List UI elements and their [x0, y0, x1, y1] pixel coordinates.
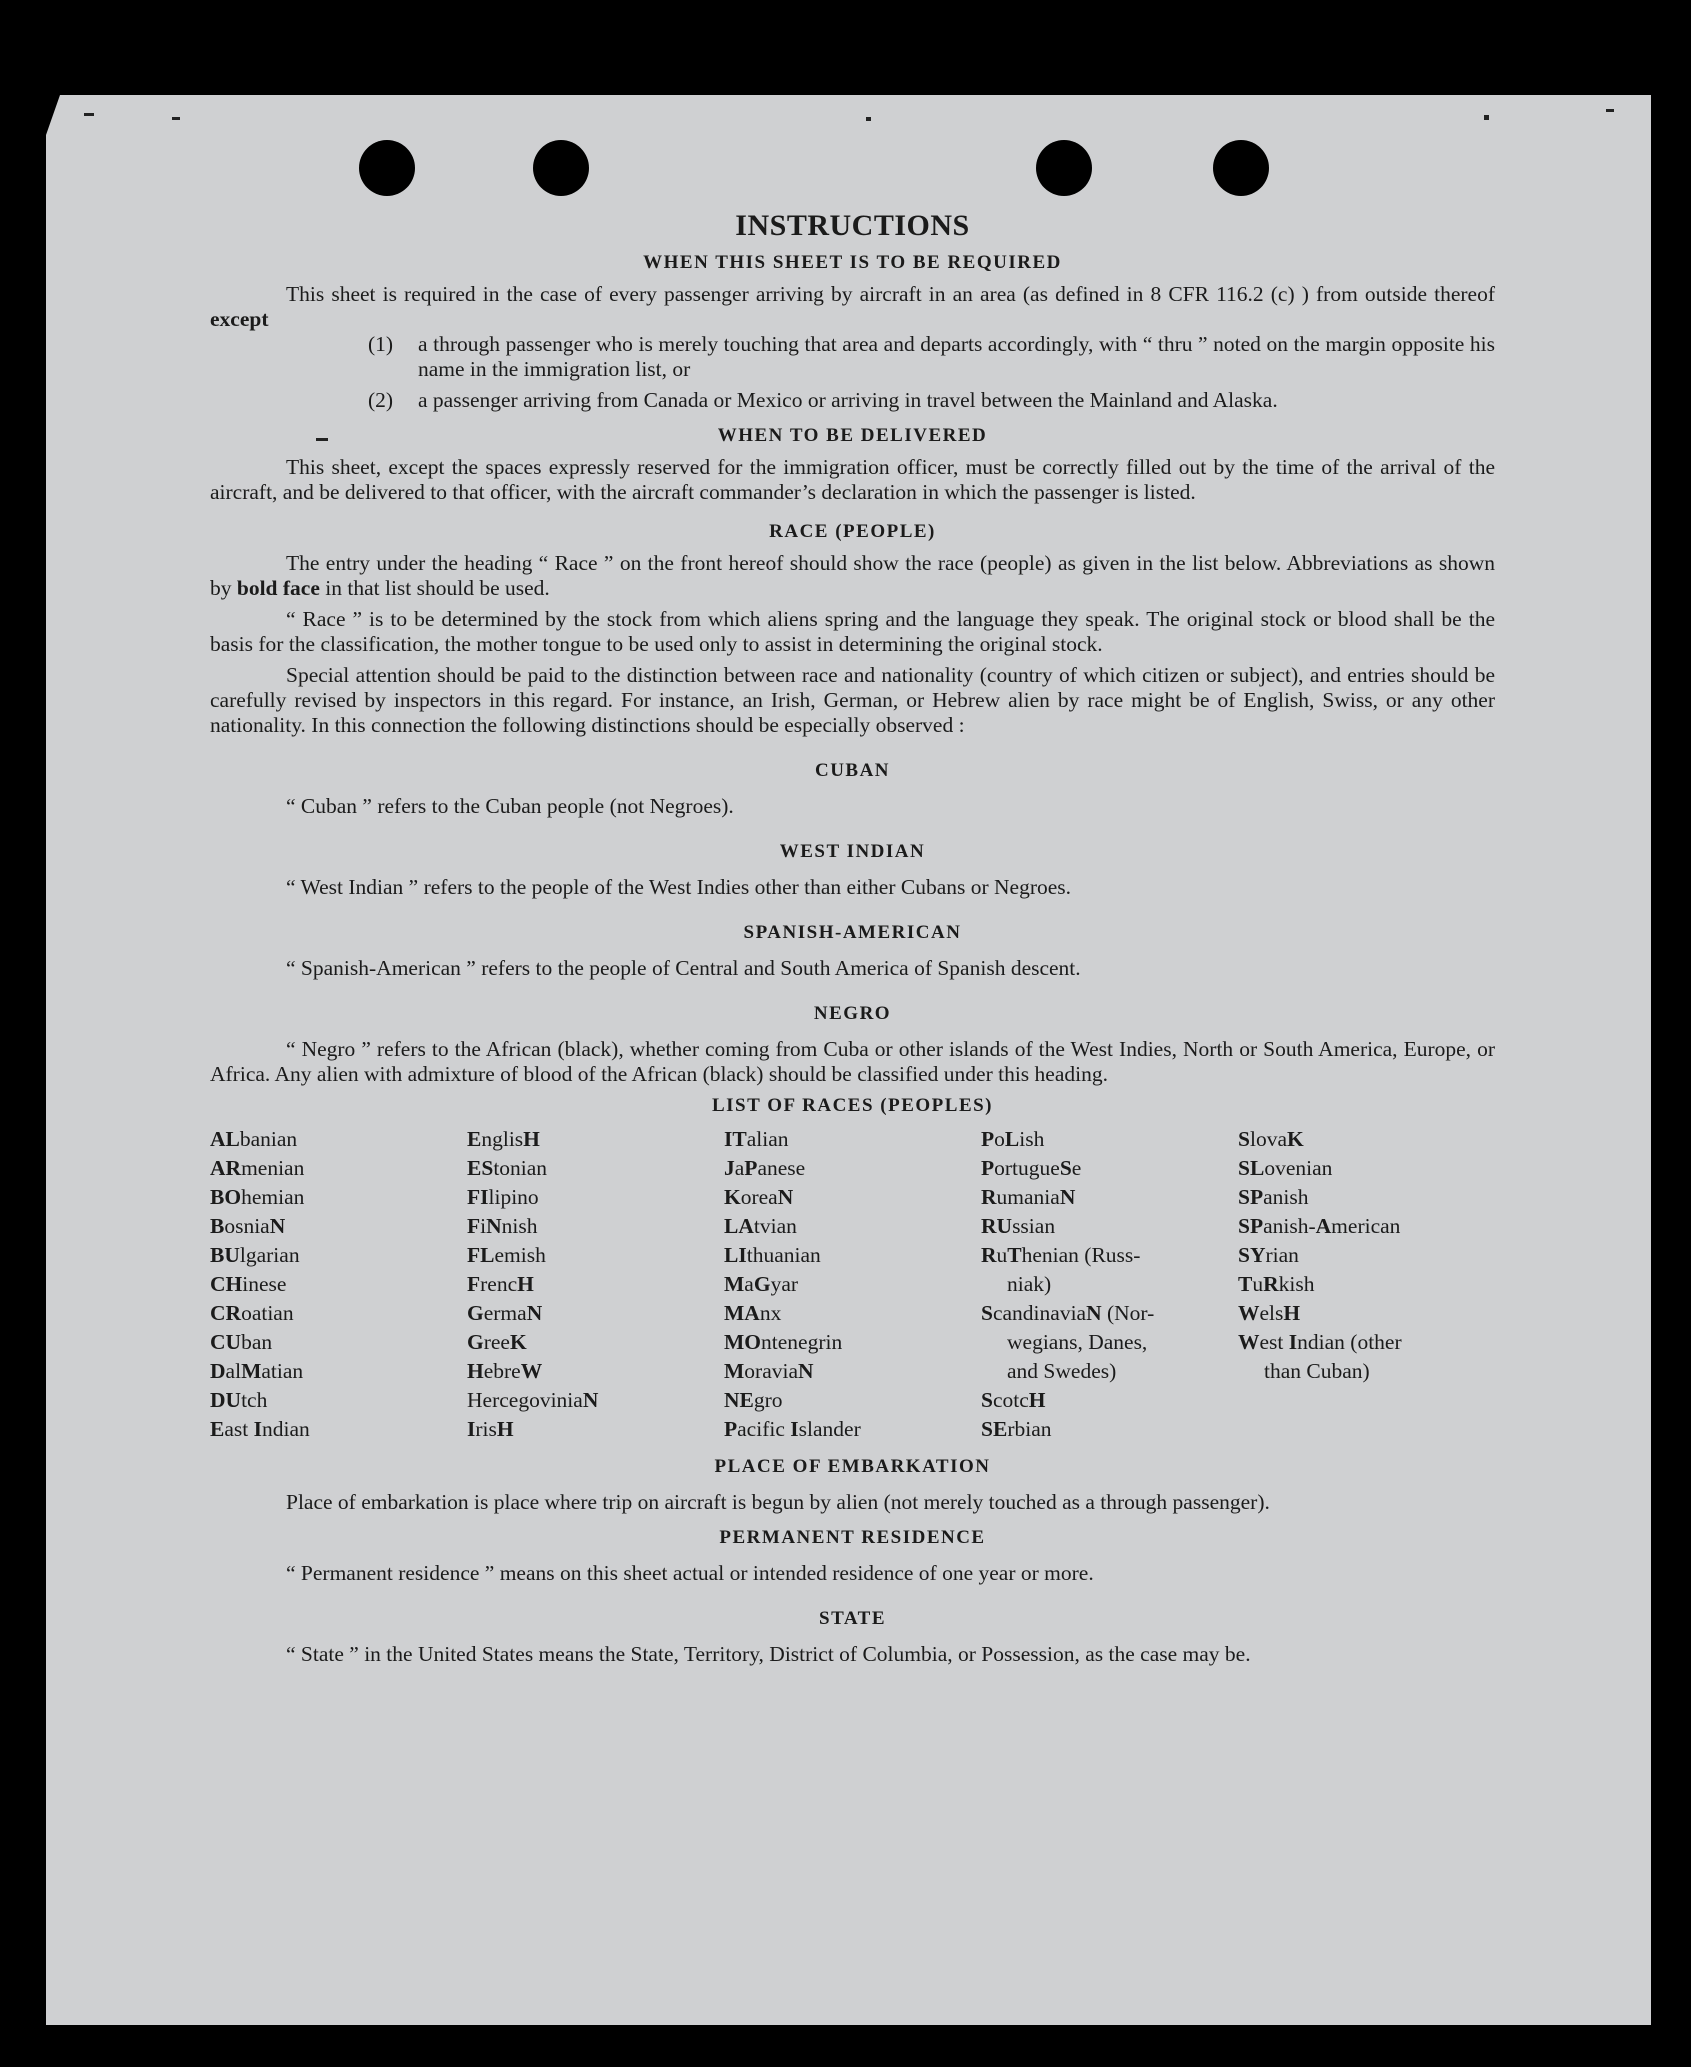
section-heading: STATE	[819, 1608, 886, 1629]
races-column	[467, 1125, 724, 1444]
exception-item: (2) a passenger arriving from Canada or Mexico or arriving in travel between the Mainland and Alaska.	[368, 388, 1278, 412]
race-entry: FiNnish	[467, 1214, 538, 1238]
race-entry: NEgro	[724, 1388, 783, 1412]
section-heading: PERMANENT RESIDENCE	[719, 1527, 986, 1548]
race-entry: CUban	[210, 1330, 273, 1354]
race-entry: BosniaN	[210, 1214, 286, 1238]
race-entry: MoraviaN	[724, 1359, 814, 1383]
race-entry: DUtch	[210, 1388, 268, 1412]
race-entry: GreeK	[467, 1330, 527, 1354]
exception-item: (1) a through passenger who is merely touching that area and departs accordingly, with “ thru ” noted on the margin opposite his name in the immigration list, or	[368, 332, 1495, 381]
race-entry: SPanish-American	[1238, 1214, 1401, 1238]
race-entry: than Cuban)	[1264, 1359, 1370, 1383]
speck	[172, 117, 180, 120]
race-entry: PortugueSe	[981, 1156, 1082, 1180]
speck	[84, 113, 94, 116]
section-heading: WHEN TO BE DELIVERED	[717, 425, 988, 446]
race-entry: GermaN	[467, 1301, 543, 1325]
embarkation-text: Place of embarkation is place where trip on aircraft is begun by alien (not merely touched as a through passenger).	[286, 1490, 1270, 1514]
races-column	[724, 1125, 981, 1444]
race-paragraph: “ Race ” is to be determined by the stock from which aliens spring and the language they speak. The original stock or blood shall be the basis for the classification, the mother tongue to be used only to assist in determining the original stock.	[210, 607, 1495, 656]
race-entry: BUlgarian	[210, 1243, 300, 1267]
race-entry: CRoatian	[210, 1301, 294, 1325]
race-entry: SYrian	[1238, 1243, 1299, 1267]
residence-text: “ Permanent residence ” means on this sheet actual or intended residence of one year or more.	[286, 1561, 1094, 1585]
race-entry: KoreaN	[724, 1185, 794, 1209]
race-entry: SPanish	[1238, 1185, 1309, 1209]
race-entry: SlovaK	[1238, 1127, 1304, 1151]
race-entry: ITalian	[724, 1127, 789, 1151]
west-indian-text: “ West Indian ” refers to the people of the West Indies other than either Cubans or Negroes.	[286, 875, 1072, 899]
negro-text: “ Negro ” refers to the African (black), whether coming from Cuba or other islands of the West Indies, North or South America, Europe, or Africa. Any alien with admixture of blood of the African (black) should be classified under this heading.	[210, 1037, 1495, 1086]
race-entry: EnglisH	[467, 1127, 540, 1151]
race-entry: niak)	[1007, 1272, 1052, 1296]
race-entry: MAnx	[724, 1301, 782, 1325]
race-entry: SLovenian	[1238, 1156, 1333, 1180]
state-text: “ State ” in the United States means the State, Territory, District of Columbia, or Possession, as the case may be.	[286, 1642, 1251, 1666]
race-entry: FIlipino	[467, 1185, 539, 1209]
race-entry: RuThenian (Russ-	[981, 1243, 1141, 1267]
punch-hole	[359, 140, 415, 196]
race-entry: ARmenian	[210, 1156, 305, 1180]
races-column	[210, 1125, 467, 1444]
page-title: INSTRUCTIONS	[735, 209, 970, 242]
race-entry: MOntenegrin	[724, 1330, 843, 1354]
race-entry: ScandinaviaN (Nor-	[981, 1301, 1155, 1325]
punch-hole	[533, 140, 589, 196]
race-entry: CHinese	[210, 1272, 287, 1296]
race-entry: DalMatian	[210, 1359, 304, 1383]
race-entry: West Indian (other	[1238, 1330, 1402, 1354]
section-heading: PLACE OF EMBARKATION	[714, 1456, 991, 1477]
spanish-american-text: “ Spanish-American ” refers to the people of Central and South America of Spanish descent.	[286, 956, 1081, 980]
race-entry: RumaniaN	[981, 1185, 1076, 1209]
race-entry: WelsH	[1238, 1301, 1301, 1325]
race-paragraph: Special attention should be paid to the distinction between race and nationality (country of which citizen or subject), and entries should be carefully revised by inspectors in this regard. For instance, an Irish, German, or Hebrew alien by race might be of English, Swiss, or any other nationality. In this connection the following distinctions should be especially observed :	[210, 663, 1495, 737]
race-entry: IrisH	[467, 1417, 514, 1441]
section-heading: NEGRO	[813, 1003, 892, 1024]
races-column	[1238, 1125, 1495, 1444]
speck	[1606, 109, 1614, 112]
race-entry: FLemish	[467, 1243, 546, 1267]
race-entry: FrencH	[467, 1272, 534, 1296]
race-entry: RUssian	[981, 1214, 1056, 1238]
section-heading: SPANISH-AMERICAN	[743, 922, 962, 943]
cuban-text: “ Cuban ” refers to the Cuban people (not Negroes).	[286, 794, 734, 818]
section-heading: CUBAN	[814, 760, 891, 781]
punch-hole	[1213, 140, 1269, 196]
section-heading: WEST INDIAN	[779, 841, 926, 862]
race-entry: BOhemian	[210, 1185, 305, 1209]
race-paragraph: The entry under the heading “ Race ” on the front hereof should show the race (people) as given in the list below. Abbreviations as shown by bold face in that list should be used.	[210, 551, 1495, 600]
races-column	[981, 1125, 1238, 1444]
instructions-content	[210, 208, 1495, 1667]
speck	[1484, 115, 1489, 120]
race-entry: wegians, Danes,	[1007, 1330, 1148, 1354]
speck	[866, 117, 871, 121]
race-entry: and Swedes)	[1007, 1359, 1117, 1383]
race-entry: LAtvian	[724, 1214, 797, 1238]
when-required-intro: This sheet is required in the case of every passenger arriving by aircraft in an area (as defined in 8 CFR 116.2 (c) ) from outside thereof except	[210, 282, 1495, 331]
race-entry: EStonian	[467, 1156, 548, 1180]
when-delivered-text: This sheet, except the spaces expressly reserved for the immigration officer, must be correctly filled out by the time of the arrival of the aircraft, and be delivered to that officer, with the aircraft commander’s declaration in which the passenger is listed.	[210, 455, 1495, 504]
race-entry: LIthuanian	[724, 1243, 821, 1267]
race-entry: Pacific Islander	[724, 1417, 861, 1441]
race-entry: MaGyar	[724, 1272, 799, 1296]
punch-hole	[1036, 140, 1092, 196]
section-heading: WHEN THIS SHEET IS TO BE REQUIRED	[643, 252, 1062, 273]
race-entry: SErbian	[981, 1417, 1052, 1441]
races-list	[210, 1125, 1495, 1444]
race-entry: East Indian	[210, 1417, 310, 1441]
section-heading: LIST OF RACES (PEOPLES)	[711, 1095, 994, 1116]
race-entry: HercegoviniaN	[467, 1388, 599, 1412]
race-entry: HebreW	[467, 1359, 543, 1383]
race-entry: ALbanian	[210, 1127, 298, 1151]
race-entry: PoLish	[981, 1127, 1045, 1151]
race-entry: TuRkish	[1238, 1272, 1315, 1296]
torn-corner	[46, 95, 60, 135]
race-entry: JaPanese	[724, 1156, 806, 1180]
race-entry: ScotcH	[981, 1388, 1046, 1412]
section-heading: RACE (PEOPLE)	[769, 521, 936, 542]
